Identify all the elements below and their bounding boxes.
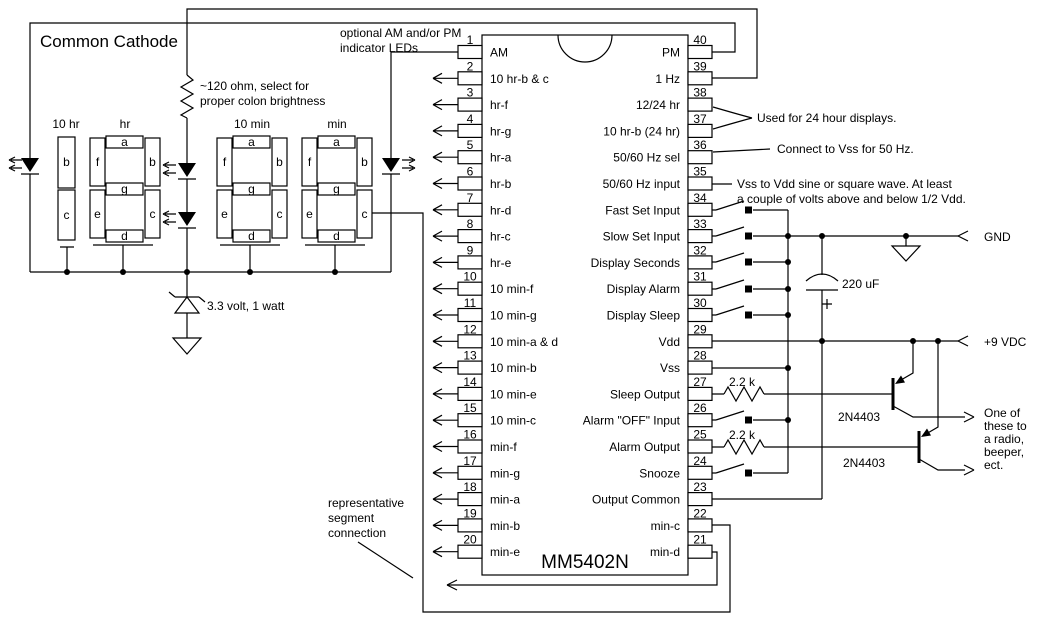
pin-box <box>458 98 482 111</box>
pin-label: Display Seconds <box>590 255 680 270</box>
pin-number: 28 <box>693 348 707 363</box>
rep-note-2: segment <box>328 511 375 525</box>
pin-number: 34 <box>693 190 707 205</box>
display-10-min <box>217 117 287 243</box>
pin-label: 12/24 hr <box>635 98 680 113</box>
cap-label: 220 uF <box>842 277 880 291</box>
segment-letter: d <box>121 229 128 243</box>
pin-label: Display Alarm <box>606 282 680 297</box>
pin-label: 1 Hz <box>655 71 680 86</box>
display-10-hr <box>52 117 79 240</box>
switch-contact <box>745 207 752 214</box>
pin-number: 16 <box>463 427 477 442</box>
led-colon-top <box>178 163 196 177</box>
output-note-4: beeper, <box>984 445 1025 459</box>
display-hr <box>90 117 160 243</box>
pin-box <box>688 72 712 85</box>
pin-label: hr-g <box>490 124 512 139</box>
pin-box <box>688 493 712 506</box>
light-arrow-right <box>402 157 415 163</box>
switch-contact <box>745 286 752 293</box>
pin-label: min-a <box>490 492 521 507</box>
output-note-5: ect. <box>984 458 1004 472</box>
pin-box <box>458 493 482 506</box>
pin-box <box>688 519 712 532</box>
colon-resistor-note-1: ~120 ohm, select for <box>200 79 310 93</box>
pin-label: 10 min-c <box>490 413 537 428</box>
pin-label: 10 hr-b (24 hr) <box>603 124 680 139</box>
segment-letter: a <box>121 135 128 149</box>
segment-arrow <box>433 100 458 110</box>
pin-number: 37 <box>693 111 707 126</box>
pin-box <box>688 46 712 59</box>
pin-number: 11 <box>463 296 477 310</box>
segment-arrow <box>433 389 458 399</box>
segment-letter: b <box>149 155 156 169</box>
pin-label: hr-e <box>490 255 512 270</box>
pin-box <box>458 124 482 137</box>
pin-number: 1 <box>466 33 474 47</box>
segment-letter: e <box>94 207 101 221</box>
switch-contact <box>745 233 752 240</box>
pin-label: 10 min-f <box>490 282 534 297</box>
pin-number: 31 <box>693 269 707 284</box>
segment-letter: d <box>248 229 255 243</box>
pin-number: 38 <box>693 85 707 100</box>
pin-box <box>688 98 712 111</box>
pin-number: 36 <box>693 138 707 153</box>
pin-box <box>688 230 712 243</box>
segment-letter: f <box>307 155 312 169</box>
segment-arrow <box>433 257 458 267</box>
segment-arrow <box>433 336 458 346</box>
pin-label: min-f <box>490 440 517 454</box>
pin-label: hr-a <box>490 150 512 165</box>
light-arrow-left <box>9 165 22 171</box>
note-50hz: Connect to Vss for 50 Hz. <box>777 142 914 156</box>
segment-letter: g <box>333 182 340 196</box>
segment-letter: c <box>361 207 368 221</box>
pin-box <box>458 203 482 216</box>
leds-note-1: optional AM and/or PM <box>340 26 462 40</box>
pin-box <box>458 519 482 532</box>
pin-number: 32 <box>693 243 707 258</box>
pin-box <box>688 282 712 295</box>
pin-number: 27 <box>693 374 707 389</box>
pin-number: 23 <box>693 480 707 495</box>
pin-number: 18 <box>463 480 477 495</box>
switch-contact <box>745 417 752 424</box>
pin-number: 25 <box>693 427 707 442</box>
r-sleep-label: 2.2 k <box>729 375 756 389</box>
junction-dot <box>903 233 909 239</box>
pin-label: Slow Set Input <box>602 229 680 244</box>
pin-label: 10 min-e <box>490 387 537 402</box>
pin-number: 2 <box>466 59 474 74</box>
q2-label: 2N4403 <box>843 456 886 470</box>
junction-dot <box>184 269 190 275</box>
pin-number: 15 <box>463 401 477 416</box>
transistor-emitter-collector-wires <box>893 341 965 470</box>
pin-label: min-b <box>490 518 521 533</box>
pin-label: hr-b <box>490 177 512 191</box>
pin-label: Alarm Output <box>609 440 680 454</box>
vdc-label: +9 VDC <box>984 335 1027 349</box>
switch <box>712 227 788 240</box>
pin-box <box>688 335 712 348</box>
pin-box <box>688 361 712 374</box>
junction-dot <box>332 269 338 275</box>
pin-number: 9 <box>466 243 474 258</box>
pin-number: 40 <box>693 33 707 47</box>
pin-box <box>458 282 482 295</box>
pin-label: PM <box>662 45 680 60</box>
q1-label: 2N4403 <box>838 410 881 424</box>
junction-dot <box>785 259 791 265</box>
segment-letter: e <box>221 207 228 221</box>
junction-dot <box>785 286 791 292</box>
pin-number: 19 <box>463 506 477 521</box>
pin-box <box>688 466 712 479</box>
display-label: 10 hr <box>52 117 80 131</box>
segment-letter: c <box>149 207 156 221</box>
segment-letter: d <box>333 229 340 243</box>
switch <box>712 280 788 293</box>
pin-number: 20 <box>463 532 477 547</box>
segment-letter: c <box>276 207 283 221</box>
gnd-label: GND <box>984 230 1011 244</box>
pin-label: Fast Set Input <box>605 203 680 218</box>
switch-contact <box>745 259 752 266</box>
note-sine-1: Vss to Vdd sine or square wave. At least <box>737 177 952 191</box>
light-arrow-left <box>163 170 176 176</box>
pin-box <box>458 545 482 558</box>
pin-box <box>458 309 482 322</box>
pin-label: AM <box>490 45 508 60</box>
junction-dot <box>910 338 916 344</box>
pin-label: Display Sleep <box>606 308 680 323</box>
pin-box <box>688 203 712 216</box>
pin-box <box>688 414 712 427</box>
title: Common Cathode <box>40 32 178 51</box>
pin-box <box>458 46 482 59</box>
switch <box>712 464 788 477</box>
pin-box <box>458 72 482 85</box>
pin-box <box>458 466 482 479</box>
pin-number: 6 <box>466 164 474 179</box>
junction-dot <box>819 233 825 239</box>
led-am <box>382 158 400 172</box>
junction-dot <box>819 338 825 344</box>
segment-letter: b <box>276 155 283 169</box>
zener-label: 3.3 volt, 1 watt <box>207 299 285 313</box>
segment-arrow <box>433 179 458 189</box>
junction-dot <box>785 312 791 318</box>
pin-number: 5 <box>466 138 474 153</box>
pin-number: 10 <box>463 269 477 284</box>
segment-letter: f <box>222 155 227 169</box>
pin-label: 50/60 Hz sel <box>613 150 680 165</box>
segment-arrow <box>433 152 458 162</box>
pin-label: Sleep Output <box>609 387 680 402</box>
pin-number: 30 <box>693 296 707 310</box>
pin-number: 26 <box>693 401 707 416</box>
pin38-37-pointers <box>713 107 752 129</box>
ground-symbol-left <box>173 338 201 354</box>
segment-arrow <box>433 363 458 373</box>
pin-box <box>688 151 712 164</box>
segment-arrow <box>433 73 458 83</box>
pin-box <box>458 177 482 190</box>
pin-number: 3 <box>466 85 474 100</box>
light-arrow-left <box>163 162 176 168</box>
pin-box <box>688 440 712 453</box>
switch-contact <box>745 470 752 477</box>
switch <box>712 306 788 319</box>
segment-arrow <box>433 310 458 320</box>
display-label: hr <box>119 117 131 131</box>
segment-arrow <box>433 520 458 530</box>
pin-label: Vdd <box>658 334 680 349</box>
pin-box <box>688 177 712 190</box>
segment-arrow <box>433 231 458 241</box>
note-sine-2: a couple of volts above and below 1/2 Vdd. <box>737 192 966 206</box>
pin-box <box>458 335 482 348</box>
pin-number: 14 <box>463 374 477 389</box>
colon-resistor-note-2: proper colon brightness <box>200 94 326 108</box>
junction-dot <box>785 233 791 239</box>
pin-label: min-e <box>490 545 521 560</box>
pin-label: 10 hr-b & c <box>490 71 549 86</box>
pin-box <box>458 440 482 453</box>
pin-label: 10 min-g <box>490 308 537 323</box>
pin-number: 33 <box>693 217 707 232</box>
segment-letter: b <box>63 155 70 169</box>
rep-note-1: representative <box>328 496 405 510</box>
pin-box <box>458 151 482 164</box>
segment-letter: f <box>95 155 100 169</box>
pin-box <box>458 414 482 427</box>
pin-number: 24 <box>693 453 707 468</box>
pin-number: 35 <box>693 164 707 179</box>
pin-box <box>458 230 482 243</box>
pin-box <box>688 256 712 269</box>
segment-letter: b <box>361 155 368 169</box>
display-min <box>302 117 372 243</box>
pin-number: 39 <box>693 59 707 74</box>
pin-label: hr-f <box>490 98 508 113</box>
pin-label: hr-d <box>490 203 512 218</box>
pin-label: Vss <box>659 361 680 376</box>
pin-label: 50/60 Hz input <box>602 177 680 191</box>
pin-number: 7 <box>466 190 474 205</box>
display-label: 10 min <box>233 117 271 131</box>
pin-number: 8 <box>466 217 474 232</box>
pin-number: 12 <box>463 322 477 337</box>
switch <box>712 411 788 424</box>
segment-letter: a <box>333 135 340 149</box>
pin-box <box>458 361 482 374</box>
pin-label: Alarm "OFF" Input <box>582 413 680 428</box>
output-note-3: a radio, <box>984 432 1025 446</box>
junction-dot <box>785 417 791 423</box>
ic-part-number: MM5402N <box>541 552 629 573</box>
resistor-alarm-2k2 <box>724 440 764 454</box>
pin-label: hr-c <box>490 229 511 244</box>
switch <box>712 253 788 266</box>
pin-box <box>458 256 482 269</box>
leds-note-2: indicator LEDs <box>340 41 419 55</box>
segment-arrow <box>433 205 458 215</box>
segment-arrow <box>433 468 458 478</box>
led-colon-bottom <box>178 212 196 226</box>
rep-note-3: connection <box>328 526 387 540</box>
pin-number: 21 <box>693 532 707 547</box>
junction-dot <box>785 365 791 371</box>
pin-number: 29 <box>693 322 707 337</box>
segment-arrow <box>433 547 458 557</box>
segment-arrow <box>433 415 458 425</box>
pin-box <box>688 124 712 137</box>
segment-arrow <box>433 494 458 504</box>
note-24hr: Used for 24 hour displays. <box>757 111 897 125</box>
switch-contact <box>745 312 752 319</box>
output-note-1: One of <box>984 406 1021 420</box>
pin-label: Output Common <box>591 492 680 507</box>
junction-dot <box>120 269 126 275</box>
segment-arrow <box>433 284 458 294</box>
junction-dot <box>935 338 941 344</box>
junction-dot <box>64 269 70 275</box>
resistor-sleep-2k2 <box>724 387 764 401</box>
segment-letter: e <box>306 207 313 221</box>
ground-symbol-right <box>892 246 920 261</box>
segment-arrow <box>433 442 458 452</box>
resistor-colon <box>181 75 193 118</box>
segment-arrow <box>433 126 458 136</box>
light-arrow-right <box>402 165 415 171</box>
led-pm <box>21 158 39 172</box>
light-arrow-left <box>163 211 176 217</box>
pin-number: 4 <box>466 111 474 126</box>
pin-box <box>458 387 482 400</box>
pin-label: min-c <box>650 518 680 533</box>
pin-number: 17 <box>463 453 477 468</box>
pin-label: min-g <box>490 466 521 481</box>
segment-letter: g <box>248 182 255 196</box>
light-arrow-left <box>163 219 176 225</box>
pin-label: Snooze <box>639 466 680 481</box>
junction-dot <box>247 269 253 275</box>
segment-letter: g <box>121 182 128 196</box>
pin-number: 22 <box>693 506 707 521</box>
q2-emitter-arrow <box>921 429 931 438</box>
output-note-2: these to <box>984 419 1027 433</box>
pin-label: 10 min-b <box>490 361 537 376</box>
pin-number: 13 <box>463 348 477 363</box>
pin-box <box>688 545 712 558</box>
r-alarm-label: 2.2 k <box>729 428 756 442</box>
pin-label: min-d <box>649 545 680 560</box>
pin-box <box>688 309 712 322</box>
display-label: min <box>327 117 347 131</box>
pin-box <box>688 387 712 400</box>
pin-label: 10 min-a & d <box>490 334 559 349</box>
segment-letter: a <box>248 135 255 149</box>
light-arrow-left <box>9 157 22 163</box>
segment-letter: c <box>63 208 70 222</box>
q1-emitter-arrow <box>895 376 905 385</box>
